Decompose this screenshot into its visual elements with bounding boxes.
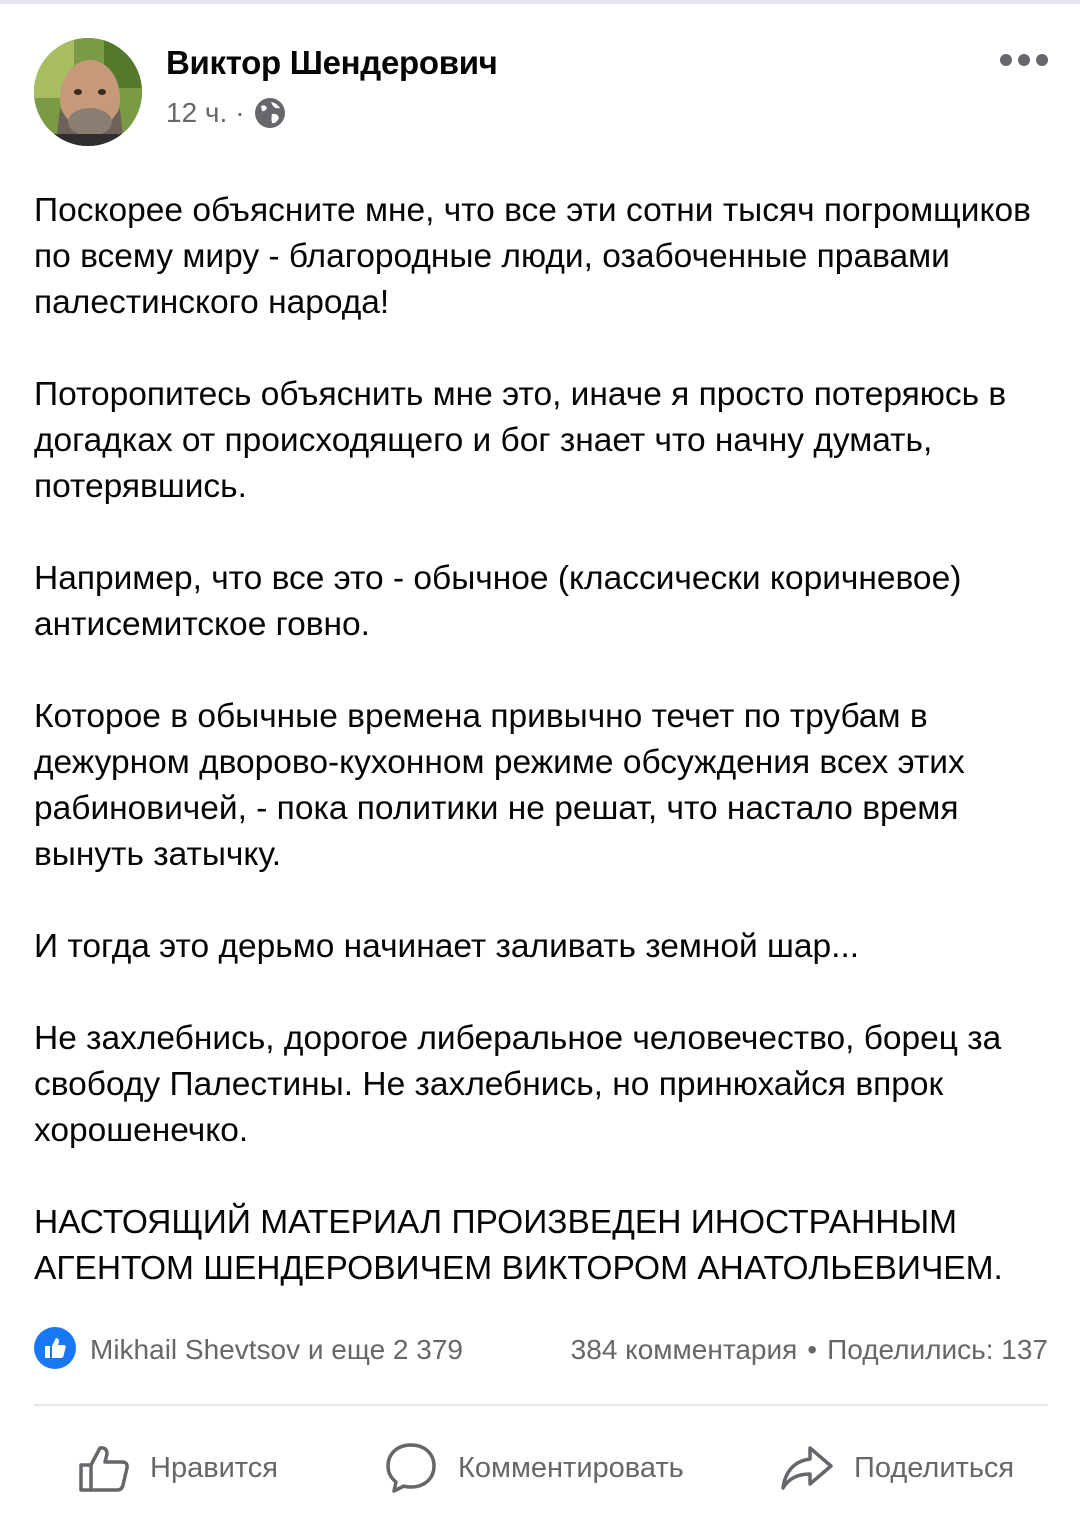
post-paragraph: НАСТОЯЩИЙ МАТЕРИАЛ ПРОИЗВЕДЕН ИНОСТРАННЫМ АГЕНТОМ ШЕНДЕРОВИЧЕМ ВИКТОРОМ АНАТОЛЬЕВИЧЕМ. <box>34 1204 1003 1287</box>
post-paragraph: Не захлебнись, дорогое либеральное человечество, борец за свободу Палестины. Не захлебнись, но принюхайся впрок хорошенечко. <box>34 1020 1002 1149</box>
author-name[interactable]: Виктор Шендерович <box>166 44 498 81</box>
meta-separator: · <box>235 97 245 128</box>
post-paragraph: Поскорее объясните мне, что все эти сотни тысяч погромщиков по всему миру - благородные люди, озабоченные правами палестинского народа! <box>34 192 1031 321</box>
post-time[interactable]: 12 ч. <box>166 97 228 128</box>
like-button[interactable] <box>78 1430 278 1506</box>
post-meta <box>166 96 287 130</box>
like-reaction-icon[interactable] <box>34 1327 76 1369</box>
action-bar <box>0 1430 1080 1506</box>
more-options-icon[interactable] <box>998 48 1050 72</box>
share-button[interactable] <box>780 1430 1014 1506</box>
comment-bubble-icon <box>384 1441 438 1495</box>
comment-label: Комментировать <box>458 1451 684 1484</box>
shares-count[interactable]: Поделились: 137 <box>827 1334 1048 1365</box>
post-paragraph: Которое в обычные времена привычно течет по трубам в дежурном дворово-кухонном режиме обсуждения всех этих рабиновичей, - пока политики не решат, что настало время вынуть затычку. <box>34 698 965 873</box>
thumbs-up-icon <box>78 1443 130 1493</box>
post-paragraph: Например, что все это - обычное (классически коричневое) антисемитское говно. <box>34 560 962 643</box>
stats-separator: • <box>807 1334 818 1365</box>
post-stats <box>34 1326 1048 1372</box>
post-header <box>34 38 1054 148</box>
like-label: Нравится <box>150 1451 278 1484</box>
comment-button[interactable] <box>384 1430 684 1506</box>
comments-count[interactable]: 384 комментария <box>570 1334 798 1365</box>
post-paragraph: И тогда это дерьмо начинает заливать земной шар... <box>34 928 860 965</box>
globe-icon <box>253 96 287 130</box>
post-paragraph: Поторопитесь объяснить мне это, иначе я просто потеряюсь в догадках от происходящего и бог знает что начну думать, потерявшись. <box>34 376 1007 505</box>
actions-divider <box>34 1404 1048 1406</box>
engagement-counts <box>571 1334 1048 1366</box>
share-label: Поделиться <box>854 1451 1015 1484</box>
top-divider <box>0 0 1080 4</box>
share-arrow-icon <box>780 1444 834 1492</box>
avatar[interactable] <box>34 38 142 146</box>
reactions-count[interactable]: Mikhail Shevtsov и еще 2 379 <box>90 1334 463 1365</box>
post-text <box>34 188 1048 1292</box>
